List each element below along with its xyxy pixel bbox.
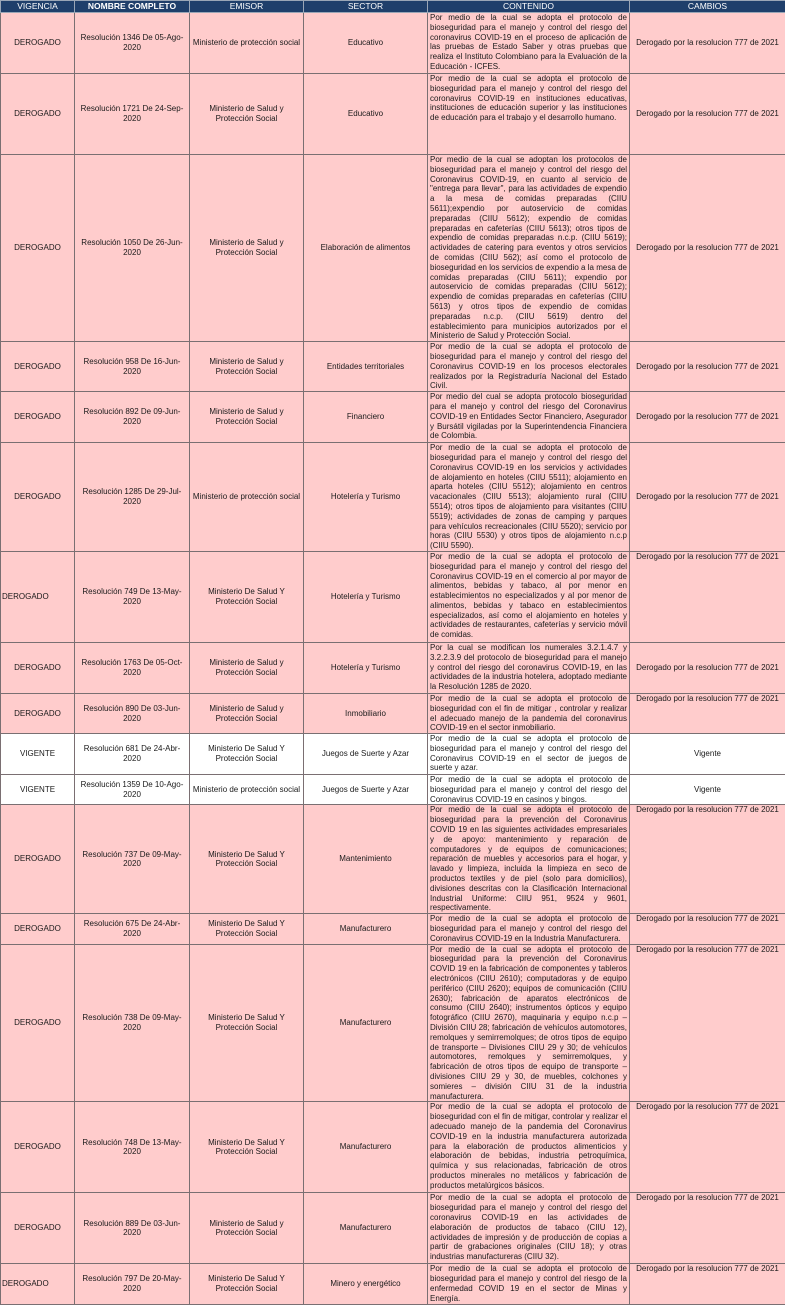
contenido-cell: Por la cual se modifican los numerales 3.2.1.4.7 y 3.2.2.3.9 del protocolo de bioseguridad para el manejo y control del riesgo del coronavirus COVID-19, en las actividades de la industria hotelera, adoptado mediante la Resolución 1285 de 2020. (428, 642, 630, 693)
sector-cell: Mantenimiento (304, 805, 428, 914)
vigencia-cell: DEROGADO (1, 1264, 75, 1304)
contenido-cell: Por medio de la cual se adopta el protocolo de bioseguridad para el manejo y control del riesgo del Coronavirus COVID-19 en los servicios y actividades de alojamiento en hoteles (CIIU 5511); alojamiento en aparta hoteles (CIIU 5512); alojamiento en centros vacacionales (CIIU 5513); alojamiento rural (CIIU 5514); otros tipos de alojamiento para visitantes (CIIU 5519); actividades de zonas de camping y parques para vehículos recreacionales (CIIU 5520); servicio por horas (CIIU 5530) y otros tipos de alojamiento n.c.p (CIIU 5590). (428, 443, 630, 552)
nombre-cell: Resolución 675 De 24-Abr-2020 (75, 914, 190, 944)
vigencia-cell: DEROGADO (1, 642, 75, 693)
table-row (1, 693, 785, 733)
table-row (1, 1264, 785, 1304)
table-row (1, 805, 785, 914)
contenido-cell: Por medio de la cual se adopta el protocolo de bioseguridad para el manejo y control del riesgo del Coronavirus COVID-19 en casinos y bingos. (428, 775, 630, 805)
vigencia-cell: VIGENTE (1, 734, 75, 775)
sector-cell: Educativo (304, 13, 428, 74)
emisor-cell: Ministerio de Salud y Protección Social (190, 74, 304, 155)
table-row (1, 944, 785, 1102)
vigencia-cell: DEROGADO (1, 13, 75, 74)
table-row (1, 734, 785, 775)
emisor-cell: Ministerio De Salud Y Protección Social (190, 805, 304, 914)
emisor-cell: Ministerio de Salud y Protección Social (190, 642, 304, 693)
cambios-cell: Derogado por la resolucion 777 de 2021 (630, 642, 785, 693)
table-row (1, 914, 785, 944)
vigencia-cell: DEROGADO (1, 443, 75, 552)
emisor-cell: Ministerio de Salud y Protección Social (190, 155, 304, 342)
nombre-cell: Resolución 1346 De 05-Ago-2020 (75, 13, 190, 74)
cambios-cell: Derogado por la resolucion 777 de 2021 (630, 74, 785, 155)
sector-cell: Minero y energético (304, 1264, 428, 1304)
vigencia-cell: DEROGADO (1, 693, 75, 733)
nombre-cell: Resolución 890 De 03-Jun-2020 (75, 693, 190, 733)
nombre-cell: Resolución 748 De 13-May-2020 (75, 1102, 190, 1193)
contenido-cell: Por medio de la cual se adopta el protocolo de bioseguridad para el manejo y control del riesgo de la enfermedad COVID 19 en el sector de Minas y Energía. (428, 1264, 630, 1304)
cambios-cell: Derogado por la resolucion 777 de 2021 (630, 805, 785, 914)
nombre-cell: Resolución 797 De 20-May-2020 (75, 1264, 190, 1304)
contenido-cell: Por medio de la cual se adopta el protocolo de bioseguridad con el fin de mitigar , controlar y realizar el adecuado manejo de la pandemia del coronavirus COVID-19 en el sector inmobiliario. (428, 693, 630, 733)
vigencia-cell: VIGENTE (1, 775, 75, 805)
table-row (1, 155, 785, 342)
sector-cell: Inmobiliario (304, 693, 428, 733)
sector-cell: Financiero (304, 392, 428, 443)
nombre-cell: Resolución 1763 De 05-Oct-2020 (75, 642, 190, 693)
cambios-cell: Derogado por la resolucion 777 de 2021 (630, 155, 785, 342)
contenido-cell: Por medio de la cual se adopta el protocolo de bioseguridad con el fin de mitigar, controlar y realizar el adecuado manejo de la pandemia del Coronavirus COVID-19 en la industria manufacturera autorizada para la elaboración de productos alimenticios y elaboración de bebidas, industria petroquímica, química y sus relacionadas, fabricación de otros productos minerales no metálicos y fabricación de productos metalúrgicos básicos. (428, 1102, 630, 1193)
emisor-cell: Ministerio de Salud y Protección Social (190, 693, 304, 733)
table-row (1, 1102, 785, 1193)
cambios-cell: Vigente (630, 775, 785, 805)
nombre-cell: Resolución 738 De 09-May-2020 (75, 944, 190, 1102)
table-row (1, 551, 785, 642)
contenido-cell: Por medio de la cual se adopta el protocolo de bioseguridad para el manejo y control del riesgo del Coronavirus COVID-19 en los procesos electorales realizados por la Registraduría Nacional del Estado Civil. (428, 342, 630, 392)
cambios-cell: Derogado por la resolucion 777 de 2021 (630, 944, 785, 1102)
header-sector: SECTOR (304, 1, 428, 13)
contenido-cell: Por medio del cual se adopta protocolo bioseguridad para el manejo y control del riesgo del Coronavirus COVID-19 en Entidades Sector Financiero, Asegurador y Bursátil vigiladas por la Superintendencia Financiera de Colombia. (428, 392, 630, 443)
contenido-cell: Por medio de la cual se adopta el protocolo de bioseguridad para la prevención del Coronavirus COVID 19 en la fabricación de componentes y tableros electrónicos (CIIU 2610); computadoras y de equipo periférico (CIIU 2620); equipos de comunicación (CIIU 2630); fabricación de aparatos electrónicos de consumo (CIIU 2640); instrumentos ópticos y equipo fotográfico (CIIU 2670), maquinaria y equipo n.c.p – División CIIU 28; fabricación de vehículos automotores, remolques y semirremolques; de otros tipos de equipo de transporte – Divisiones CIIU 29 y 30; de vehículos automotores, remolques y semirremolques, y fabricación de otros tipos de equipo de transporte – divisiones CIIU 29 y 30, de muebles, colchones y somieres – división CIIU 31 de la industria manufacturera. (428, 944, 630, 1102)
nombre-cell: Resolución 681 De 24-Abr-2020 (75, 734, 190, 775)
cambios-cell: Derogado por la resolucion 777 de 2021 (630, 693, 785, 733)
vigencia-cell: DEROGADO (1, 1102, 75, 1193)
emisor-cell: Ministerio De Salud Y Protección Social (190, 944, 304, 1102)
nombre-cell: Resolución 737 De 09-May-2020 (75, 805, 190, 914)
vigencia-cell: DEROGADO (1, 392, 75, 443)
sector-cell: Manufacturero (304, 944, 428, 1102)
table-row (1, 642, 785, 693)
emisor-cell: Ministerio De Salud Y Protección Social (190, 734, 304, 775)
sector-cell: Manufacturero (304, 914, 428, 944)
header-nombre-completo: NOMBRE COMPLETO (75, 1, 190, 13)
nombre-cell: Resolución 1285 De 29-Jul-2020 (75, 443, 190, 552)
sector-cell: Hotelería y Turismo (304, 443, 428, 552)
vigencia-cell: DEROGADO (1, 74, 75, 155)
nombre-cell: Resolución 892 De 09-Jun-2020 (75, 392, 190, 443)
emisor-cell: Ministerio De Salud Y Protección Social (190, 551, 304, 642)
vigencia-cell: DEROGADO (1, 944, 75, 1102)
cambios-cell: Derogado por la resolucion 777 de 2021 (630, 551, 785, 642)
cambios-cell: Derogado por la resolucion 777 de 2021 (630, 1193, 785, 1264)
table-row (1, 74, 785, 155)
table-row (1, 443, 785, 552)
sector-cell: Manufacturero (304, 1193, 428, 1264)
header-emisor: EMISOR (190, 1, 304, 13)
table-row (1, 13, 785, 74)
contenido-cell: Por medio de la cual se adopta el protocolo de bioseguridad para el manejo y control del riesgo del coronavirus COVID-19 en el proceso de aplicación de las pruebas de Estado Saber y otras pruebas que realiza el Instituto Colombiano para la Evaluación de la Educación - ICFES. (428, 13, 630, 74)
contenido-cell: Por medio de la cual se adopta el protocolo de bioseguridad para la prevención del Coronavirus COVID 19 en las siguientes actividades empresariales y de apoyo: mantenimiento y reparación de computadores y de equipos de comunicaciones; reparación de muebles y accesorios para el hogar, y lavado y limpieza, incluida la limpieza en seco de productos textiles y de piel (solo para domicilios), divisiones descritas con la Clasificación Internacional Industrial Uniforme: CIIU 951, 9524 y 9601, respectivamente. (428, 805, 630, 914)
cambios-cell: Vigente (630, 734, 785, 775)
nombre-cell: Resolución 1721 De 24-Sep-2020 (75, 74, 190, 155)
sector-cell: Manufacturero (304, 1102, 428, 1193)
nombre-cell: Resolución 1050 De 26-Jun-2020 (75, 155, 190, 342)
emisor-cell: Ministerio De Salud Y Protección Social (190, 914, 304, 944)
table-body (1, 13, 785, 1305)
table-row (1, 1193, 785, 1264)
table-row (1, 342, 785, 392)
emisor-cell: Ministerio de Salud y Protección Social (190, 392, 304, 443)
contenido-cell: Por medio de la cual se adopta el protocolo de bioseguridad para el manejo y control del riesgo del Coronavirus COVID-19 en el comercio al por mayor de alimentos, bebidas y tabaco, al por menor en establecimientos no especializados y al por menor de alimentos, bebidas y tabaco en establecimientos especializados, así como el alojamiento en hoteles y actividades de restaurantes, cafeterías y servicio móvil de comidas. (428, 551, 630, 642)
sector-cell: Educativo (304, 74, 428, 155)
cambios-cell: Derogado por la resolucion 777 de 2021 (630, 392, 785, 443)
contenido-cell: Por medio de la cual se adopta el protocolo de bioseguridad para el manejo y control del riesgo del coronavirus COVID-19 en instituciones educativas, instituciones de educación superior y las instituciones de educación para el trabajo y el desarrollo humano. (428, 74, 630, 155)
table-row (1, 392, 785, 443)
header-contenido: CONTENIDO (428, 1, 630, 13)
emisor-cell: Ministerio de protección social (190, 775, 304, 805)
sector-cell: Juegos de Suerte y Azar (304, 734, 428, 775)
contenido-cell: Por medio de la cual se adopta el protocolo de bioseguridad para el manejo y control del riesgo del Coronavirus COVID-19 en la Industria Manufacturera. (428, 914, 630, 944)
header-row (1, 1, 785, 13)
sector-cell: Elaboración de alimentos (304, 155, 428, 342)
sector-cell: Juegos de Suerte y Azar (304, 775, 428, 805)
cambios-cell: Derogado por la resolucion 777 de 2021 (630, 13, 785, 74)
cambios-cell: Derogado por la resolucion 777 de 2021 (630, 1102, 785, 1193)
contenido-cell: Por medio de la cual se adopta el protocolo de bioseguridad para el manejo y control del riesgo del Coronavirus COVID-19 en el sector de juegos de suerte y azar. (428, 734, 630, 775)
nombre-cell: Resolución 958 De 16-Jun-2020 (75, 342, 190, 392)
vigencia-cell: DEROGADO (1, 155, 75, 342)
sector-cell: Entidades territoriales (304, 342, 428, 392)
contenido-cell: Por medio de la cual se adopta el protocolo de bioseguridad para el manejo y control del riesgo del coronavirus COVID-19 en las actividades de elaboración de productos de tabaco (CIIU 12), actividades de impresión y de producción de copias a partir de grabaciones originales (CIIU 18); y otras industrias manufactureras (CIIU 32). (428, 1193, 630, 1264)
nombre-cell: Resolución 1359 De 10-Ago-2020 (75, 775, 190, 805)
nombre-cell: Resolución 889 De 03-Jun-2020 (75, 1193, 190, 1264)
table-row (1, 775, 785, 805)
emisor-cell: Ministerio de protección social (190, 443, 304, 552)
sector-cell: Hotelería y Turismo (304, 642, 428, 693)
nombre-cell: Resolución 749 De 13-May-2020 (75, 551, 190, 642)
cambios-cell: Derogado por la resolucion 777 de 2021 (630, 1264, 785, 1304)
emisor-cell: Ministerio De Salud Y Protección Social (190, 1102, 304, 1193)
cambios-cell: Derogado por la resolucion 777 de 2021 (630, 342, 785, 392)
cambios-cell: Derogado por la resolucion 777 de 2021 (630, 443, 785, 552)
sector-cell: Hotelería y Turismo (304, 551, 428, 642)
vigencia-cell: DEROGADO (1, 1193, 75, 1264)
vigencia-cell: DEROGADO (1, 805, 75, 914)
cambios-cell: Derogado por la resolucion 777 de 2021 (630, 914, 785, 944)
vigencia-cell: DEROGADO (1, 914, 75, 944)
emisor-cell: Ministerio de Salud y Protección Social (190, 342, 304, 392)
vigencia-cell: DEROGADO (1, 551, 75, 642)
header-vigencia: VIGENCIA (1, 1, 75, 13)
header-cambios: CAMBIOS (630, 1, 785, 13)
vigencia-cell: DEROGADO (1, 342, 75, 392)
emisor-cell: Ministerio De Salud Y Protección Social (190, 1264, 304, 1304)
contenido-cell: Por medio de la cual se adoptan los protocolos de bioseguridad para el manejo y control del riesgo del Coronavirus COVID-19, en cuanto al servicio de "entrega para llevar", para las actividades de expendio a la mesa de comidas preparadas (CIIU 5611);expendio por autoservicio de comidas preparadas (CIIU 5612); expendio de comidas preparadas en cafeterías (CIIU 5613); otros tipos de expendio de comidas preparadas n.c.p. (CIIU 5619); actividades de catering para eventos y otros servicios de comidas (CIIU 562); así como el protocolo de bioseguridad en los servicios de expendio a la mesa de comidas preparadas (CIIU 5611); expendio por autoservicio de comidas preparadas (CIIU 5612); expendio de comidas preparadas en cafeterías (CIIU 5613) y otros tipos de expendio de comidas preparadas n.c.p. (CIIU 5619) dentro del establecimiento para municipios autorizados por el Ministerio de Salud y Protección Social. (428, 155, 630, 342)
emisor-cell: Ministerio de protección social (190, 13, 304, 74)
emisor-cell: Ministerio de Salud y Protección Social (190, 1193, 304, 1264)
